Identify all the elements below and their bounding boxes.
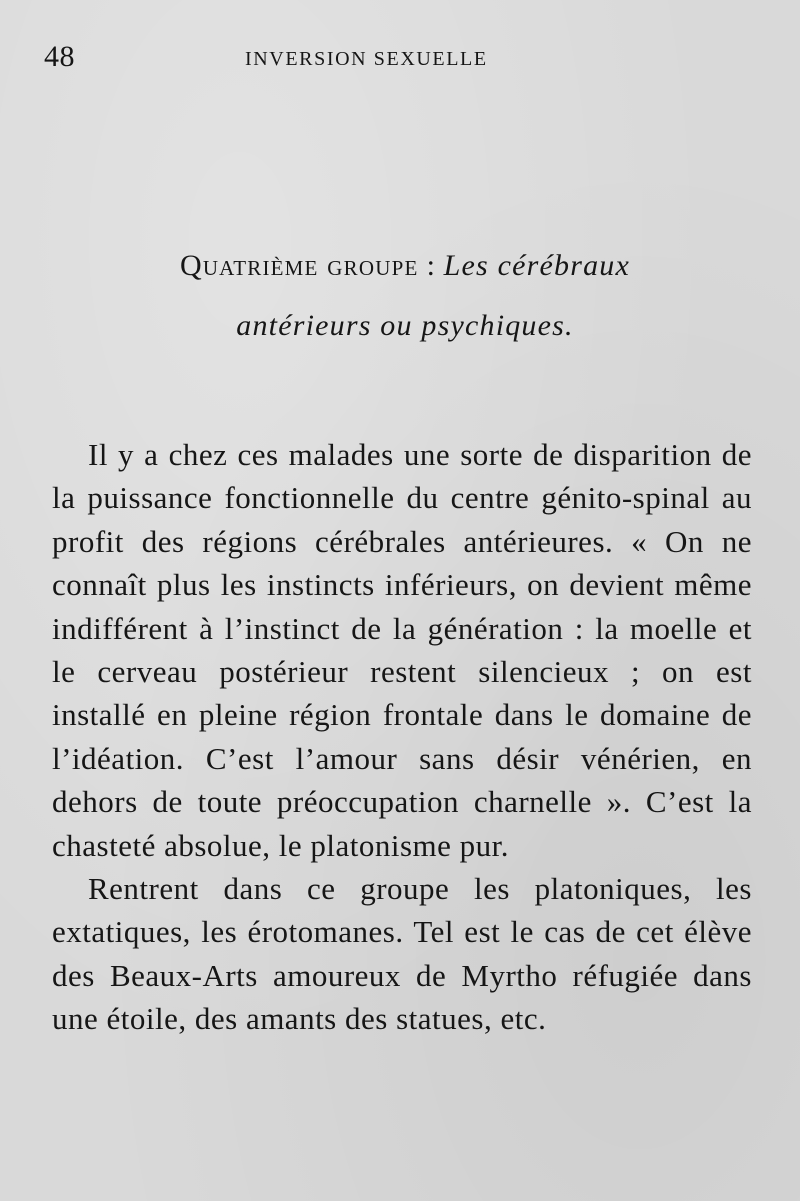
heading-line-1 bbox=[10, 236, 800, 296]
paragraph-1: Il y a chez ces malades une sorte de disparition de la puissance fonctionnelle du centre génito-spinal au profit des régions cérébrales antérieures. « On ne connaît plus les instincts inférieurs, on devient même indifférent à l’instinct de la génération : la moelle et le cerveau postérieur restent silencieux ; on est installé en pleine région frontale dans le domaine de l’idéation. C’est l’amour sans désir vénérien, en dehors de toute préoccupation charnelle ». C’est la chasteté absolue, le platonisme pur. bbox=[52, 437, 752, 863]
page-number: 48 bbox=[44, 40, 75, 73]
heading-title-part-1: Les cérébraux bbox=[443, 249, 631, 282]
running-title: INVERSION SEXUELLE bbox=[245, 48, 488, 70]
section-heading bbox=[0, 236, 800, 356]
paragraph-2: Rentrent dans ce groupe les platoniques, les extatiques, les érotomanes. Tel est le cas de cet élève des Beaux-Arts amoureux de Myrtho réfugiée dans une étoile, des amants des statues, etc. bbox=[52, 871, 752, 1037]
heading-separator: : bbox=[418, 249, 444, 282]
heading-group-label: Quatrième groupe bbox=[179, 249, 419, 282]
heading-title-part-2: antérieurs ou psychiques. bbox=[236, 309, 574, 342]
running-head bbox=[0, 40, 800, 80]
heading-line-2 bbox=[10, 296, 800, 356]
body-text bbox=[52, 433, 752, 1041]
